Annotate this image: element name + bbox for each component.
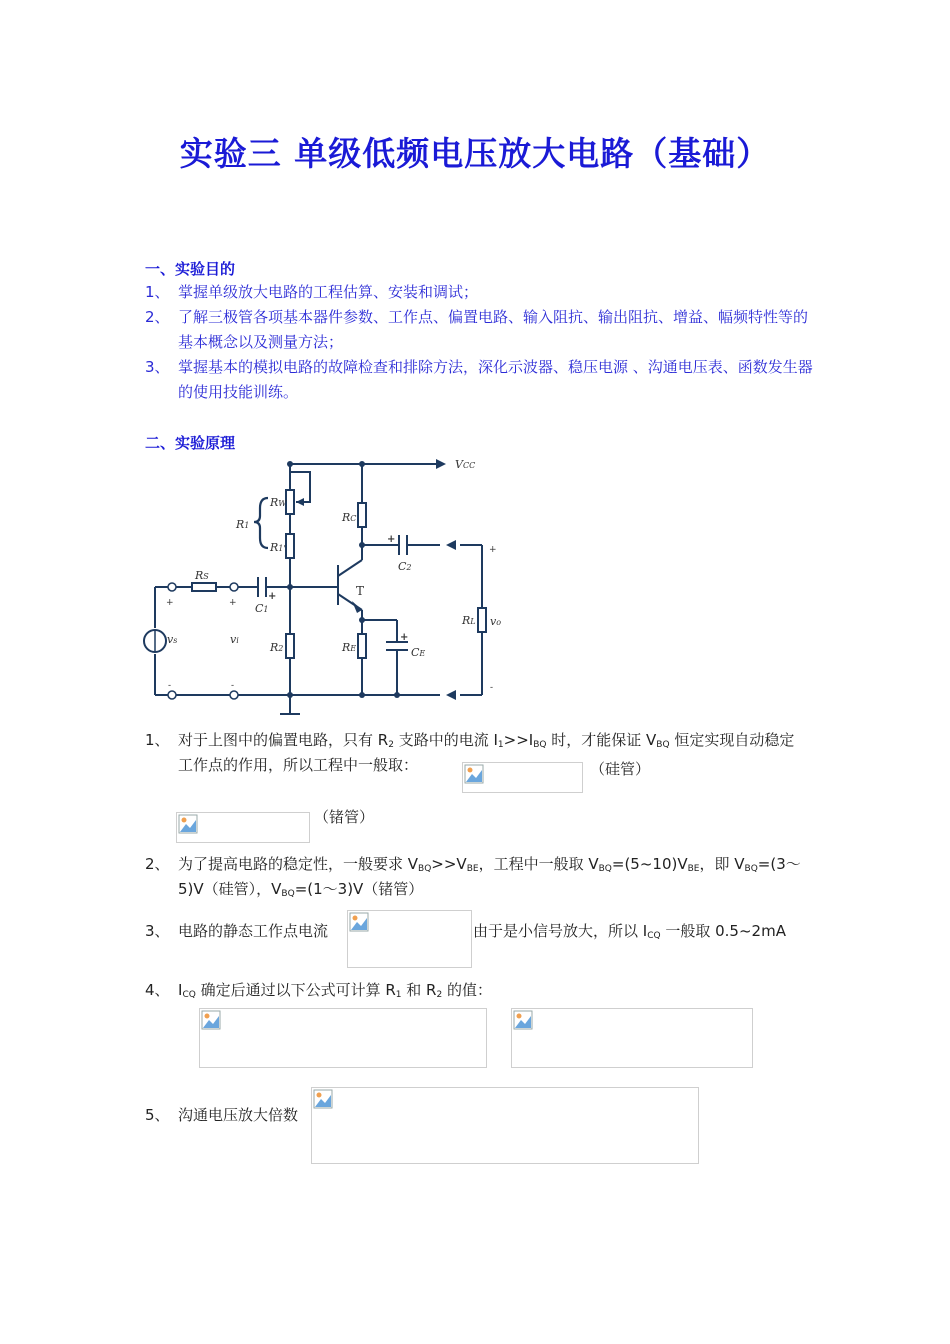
- list-item: [145, 852, 815, 902]
- r1p-label: R: [270, 541, 279, 554]
- formula-image-si: [462, 762, 583, 793]
- list-text: 沟通电压放大倍数: [178, 1106, 299, 1124]
- c2-label: C: [398, 560, 407, 573]
- rc-label: R: [342, 511, 351, 524]
- list-text: 电路的静态工作点电流: [178, 922, 329, 940]
- plus-sign: +: [489, 545, 497, 555]
- list-number: 2、: [145, 855, 170, 873]
- vcc-label: V: [455, 458, 463, 471]
- formula-image-icq: [347, 910, 472, 968]
- formula-image-gain: [311, 1087, 699, 1164]
- svg-text:RW: RW: [270, 496, 287, 509]
- page-title: 实验三 单级低频电压放大电路（基础）: [179, 134, 771, 173]
- plus-sign: +: [166, 598, 174, 608]
- vs-label: v: [167, 633, 174, 646]
- list-number: 1、: [145, 283, 170, 301]
- rs-label: R: [195, 569, 204, 582]
- list-number: 2、: [145, 308, 170, 326]
- r2-label: R: [270, 641, 279, 654]
- vo-label: v: [490, 615, 497, 628]
- formula-image-r1: [199, 1008, 487, 1068]
- note-silicon: （硅管）: [590, 760, 651, 778]
- transistor-label: T: [356, 584, 365, 598]
- list-item: [145, 355, 815, 405]
- list-text: $I_{CQ}$ 确定后通过以下公式可计算 $R_1$ 和 $R_2$ 的值：: [178, 981, 492, 1000]
- note-germanium: （锗管）: [314, 808, 375, 826]
- svg-text:vi: vi: [230, 633, 239, 646]
- rl-label: R: [462, 614, 471, 627]
- broken-image-icon: [464, 764, 484, 784]
- list-number: 5、: [145, 1106, 170, 1124]
- plus-sign: +: [229, 598, 237, 608]
- svg-text:RL: RL: [462, 614, 476, 627]
- svg-text:vo: vo: [490, 615, 502, 628]
- list-text: 掌握单级放大电路的工程估算、安装和调试；: [178, 283, 479, 301]
- list-number: 1、: [145, 731, 170, 749]
- svg-text:C2: C2: [398, 560, 412, 573]
- svg-text:RS: RS: [195, 569, 209, 582]
- c1-label: C: [255, 602, 264, 615]
- list-text: 由于是小信号放大，所以 $I_{CQ}$ 一般取 0.5~2mA: [473, 922, 786, 941]
- svg-text:vs: vs: [167, 633, 178, 646]
- plus-sign: +: [387, 534, 396, 545]
- section-heading-principle: 二、实验原理: [145, 434, 236, 452]
- r1-label: R: [236, 518, 245, 531]
- minus-sign: -: [490, 683, 494, 693]
- list-item: [145, 305, 815, 355]
- svg-text:RE: RE: [342, 641, 357, 654]
- plus-sign: +: [400, 632, 409, 643]
- broken-image-icon: [513, 1010, 533, 1030]
- amplifier-circuit-diagram: [140, 452, 520, 720]
- broken-image-icon: [201, 1010, 221, 1030]
- list-number: 3、: [145, 358, 170, 376]
- minus-sign: -: [231, 681, 235, 691]
- svg-text:R1: R1: [236, 518, 250, 531]
- broken-image-icon: [178, 814, 198, 834]
- list-text: 为了提高电路的稳定性，一般要求 $V_{BQ}>>V_{BE}$，工程中一般取 $V_{BQ}=(5\sim 10)V_{BE}$，即 $V_{BQ}=(3\sim 5)V$（硅管），$V_{BQ}=(1\sim 3)V$（锗管）: [178, 855, 801, 899]
- section-heading-purpose: 一、实验目的: [145, 260, 236, 278]
- svg-text:CE: CE: [411, 646, 426, 659]
- list-number: 3、: [145, 922, 170, 940]
- list-item: [145, 280, 815, 305]
- re-label: R: [342, 641, 351, 654]
- svg-text:R2: R2: [270, 641, 284, 654]
- svg-text:R1': R1': [270, 541, 286, 554]
- broken-image-icon: [313, 1089, 333, 1109]
- plus-sign: +: [268, 591, 277, 602]
- formula-image-ge: [176, 812, 310, 843]
- svg-text:VCC: VCC: [455, 458, 476, 471]
- list-number: 4、: [145, 981, 170, 999]
- vi-label: v: [230, 633, 237, 646]
- formula-image-r2: [511, 1008, 753, 1068]
- minus-sign: -: [168, 681, 172, 691]
- list-text: 了解三极管各项基本器件参数、工作点、偏置电路、输入阻抗、输出阻抗、增益、幅频特性等的基本概念以及测量方法；: [178, 308, 809, 351]
- ce-label: C: [411, 646, 420, 659]
- svg-text:RC: RC: [342, 511, 357, 524]
- rw-label: R: [270, 496, 279, 509]
- list-text: 掌握基本的模拟电路的故障检查和排除方法，深化示波器、稳压电源 、沟通电压表、函数发生器的使用技能训练。: [178, 358, 813, 401]
- list-text: 对于上图中的偏置电路，只有 $R_2$ 支路中的电流 $I_1>>I_{BQ}$ 时，才能保证 $V_{BQ}$ 恒定实现自动稳定工作点的作用，所以工程中一般取：: [178, 731, 795, 774]
- svg-text:C1: C1: [255, 602, 269, 615]
- broken-image-icon: [349, 912, 369, 932]
